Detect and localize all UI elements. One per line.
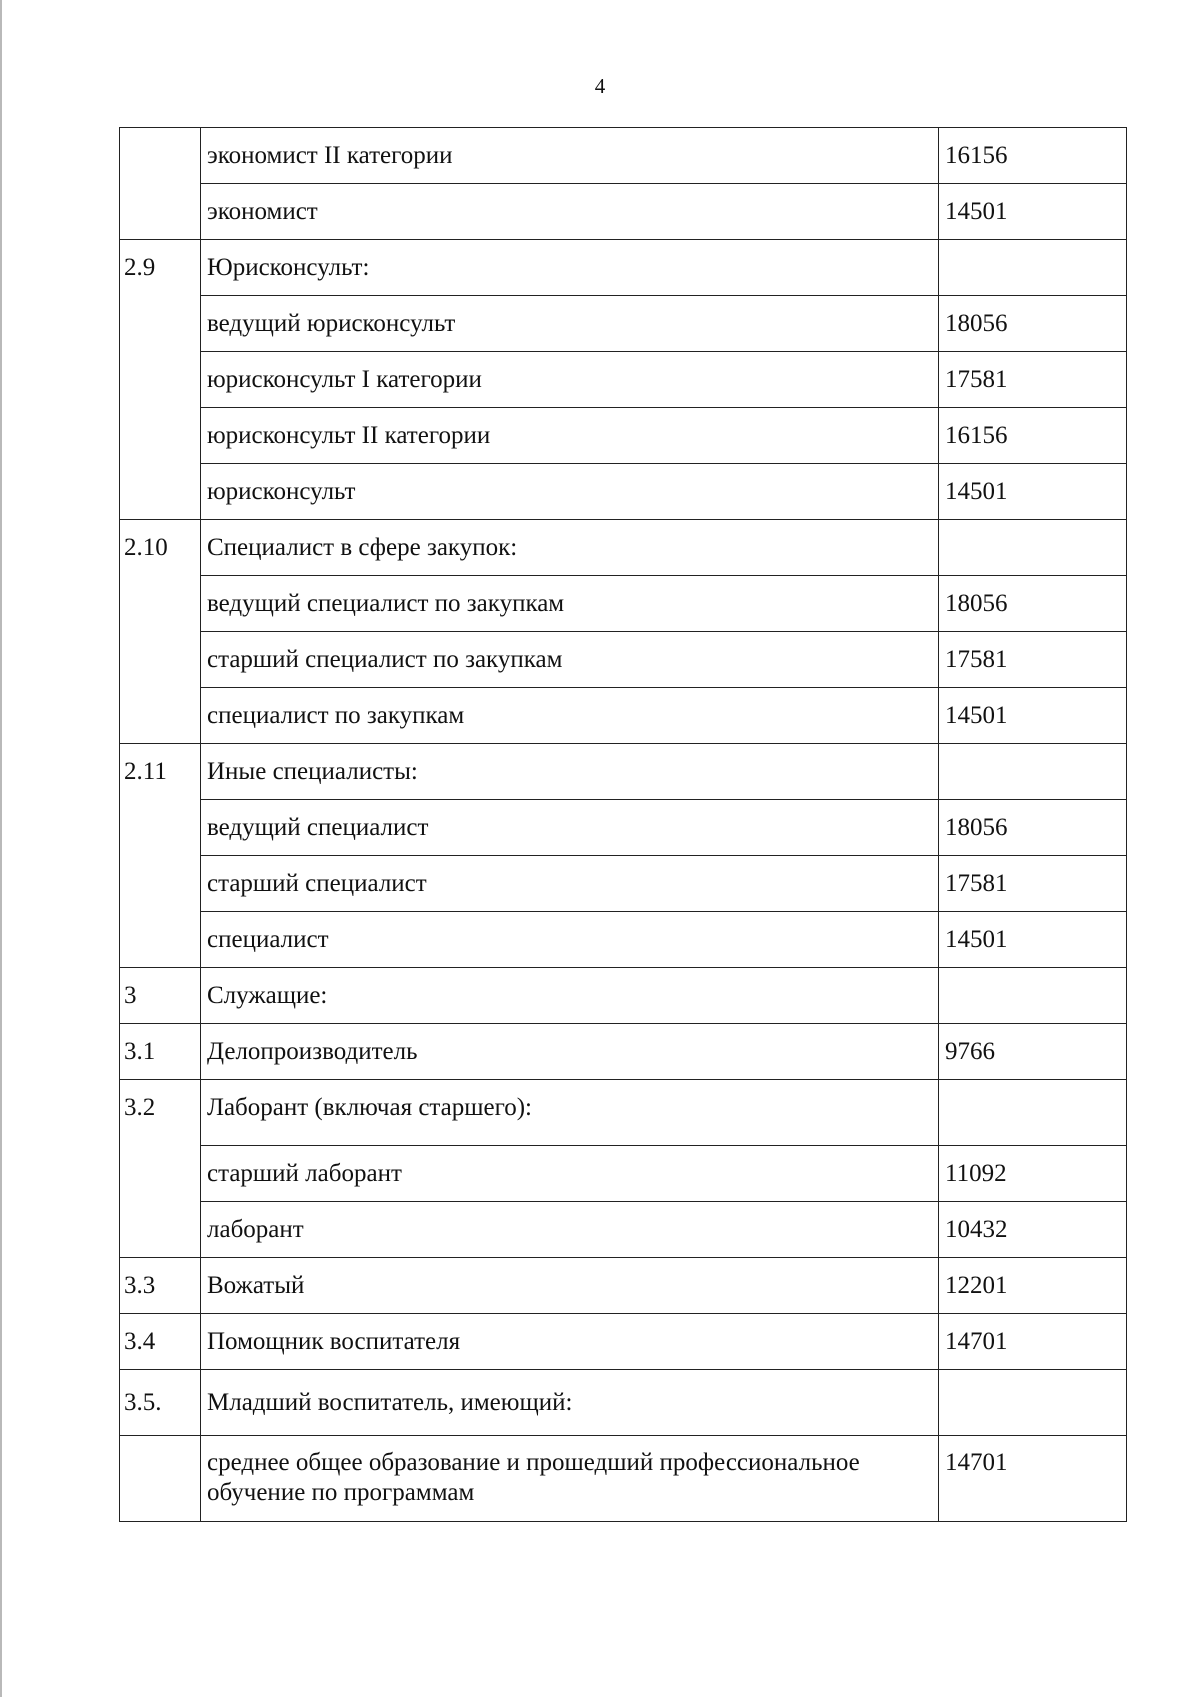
table-row xyxy=(120,296,1127,352)
table-row xyxy=(120,632,1127,688)
salary-value-cell: 18056 xyxy=(939,296,1127,352)
row-number-cell: 2.9 xyxy=(120,240,201,520)
position-name-cell: юрисконсульт I категории xyxy=(201,352,939,408)
table-row xyxy=(120,800,1127,856)
row-number-cell: 3.1 xyxy=(120,1024,201,1080)
salary-value-cell: 11092 xyxy=(939,1146,1127,1202)
row-number-cell xyxy=(120,1436,201,1522)
salary-value-cell xyxy=(939,520,1127,576)
salary-value-cell: 9766 xyxy=(939,1024,1127,1080)
salary-value-cell xyxy=(939,1080,1127,1146)
salary-value-cell: 10432 xyxy=(939,1202,1127,1258)
salary-value-cell: 14501 xyxy=(939,688,1127,744)
row-number-cell: 3.3 xyxy=(120,1258,201,1314)
table-row xyxy=(120,576,1127,632)
table-row xyxy=(120,1202,1127,1258)
row-number-cell: 3.5. xyxy=(120,1370,201,1436)
position-group-cell: Служащие: xyxy=(201,968,939,1024)
salary-value-cell: 16156 xyxy=(939,408,1127,464)
salary-value-cell: 18056 xyxy=(939,576,1127,632)
salary-value-cell: 16156 xyxy=(939,128,1127,184)
table-row xyxy=(120,856,1127,912)
salary-value-cell xyxy=(939,744,1127,800)
salary-value-cell: 14701 xyxy=(939,1436,1127,1522)
table-row xyxy=(120,1436,1127,1522)
salary-value-cell: 17581 xyxy=(939,632,1127,688)
position-name-cell: юрисконсульт xyxy=(201,464,939,520)
salary-value-cell: 14501 xyxy=(939,184,1127,240)
table-row xyxy=(120,968,1127,1024)
salary-table xyxy=(119,127,1127,1522)
table-row xyxy=(120,128,1127,184)
position-group-cell: Лаборант (включая старшего): xyxy=(201,1080,939,1146)
table-row xyxy=(120,1080,1127,1146)
scan-left-edge xyxy=(0,0,2,1697)
position-name-cell: старший специалист xyxy=(201,856,939,912)
table-row xyxy=(120,184,1127,240)
row-number-cell: 3 xyxy=(120,968,201,1024)
position-name-cell: Делопроизводитель xyxy=(201,1024,939,1080)
row-number-cell: 2.10 xyxy=(120,520,201,744)
salary-value-cell: 14501 xyxy=(939,912,1127,968)
salary-value-cell: 17581 xyxy=(939,352,1127,408)
position-name-cell: специалист по закупкам xyxy=(201,688,939,744)
salary-value-cell: 14701 xyxy=(939,1314,1127,1370)
position-group-cell: Иные специалисты: xyxy=(201,744,939,800)
table-row xyxy=(120,688,1127,744)
salary-value-cell: 17581 xyxy=(939,856,1127,912)
position-group-cell: Юрисконсульт: xyxy=(201,240,939,296)
row-number-cell xyxy=(120,128,201,240)
page-number: 4 xyxy=(594,74,606,98)
position-name-cell: экономист xyxy=(201,184,939,240)
salary-value-cell: 12201 xyxy=(939,1258,1127,1314)
salary-value-cell xyxy=(939,1370,1127,1436)
table-row xyxy=(120,1370,1127,1436)
table-row xyxy=(120,352,1127,408)
salary-value-cell: 18056 xyxy=(939,800,1127,856)
salary-value-cell xyxy=(939,968,1127,1024)
position-name-cell: юрисконсульт II категории xyxy=(201,408,939,464)
salary-value-cell xyxy=(939,240,1127,296)
table-row xyxy=(120,240,1127,296)
table-row xyxy=(120,520,1127,576)
table-row xyxy=(120,1258,1127,1314)
table-row xyxy=(120,744,1127,800)
table-row xyxy=(120,1314,1127,1370)
position-name-cell: ведущий специалист xyxy=(201,800,939,856)
position-group-cell: Специалист в сфере закупок: xyxy=(201,520,939,576)
position-name-cell: специалист xyxy=(201,912,939,968)
position-name-cell: старший специалист по закупкам xyxy=(201,632,939,688)
salary-value-cell: 14501 xyxy=(939,464,1127,520)
position-name-cell: Вожатый xyxy=(201,1258,939,1314)
table-row xyxy=(120,464,1127,520)
position-name-cell: среднее общее образование и прошедший профессиональное обучение по программам xyxy=(201,1436,939,1522)
row-number-cell: 3.2 xyxy=(120,1080,201,1258)
table-row xyxy=(120,912,1127,968)
position-group-cell: Младший воспитатель, имеющий: xyxy=(201,1370,939,1436)
position-name-cell: лаборант xyxy=(201,1202,939,1258)
table-row xyxy=(120,1146,1127,1202)
position-name-cell: экономист II категории xyxy=(201,128,939,184)
table-row xyxy=(120,1024,1127,1080)
table-row xyxy=(120,408,1127,464)
position-name-cell: ведущий специалист по закупкам xyxy=(201,576,939,632)
row-number-cell: 2.11 xyxy=(120,744,201,968)
position-name-cell: Помощник воспитателя xyxy=(201,1314,939,1370)
position-name-cell: ведущий юрисконсульт xyxy=(201,296,939,352)
position-name-cell: старший лаборант xyxy=(201,1146,939,1202)
row-number-cell: 3.4 xyxy=(120,1314,201,1370)
